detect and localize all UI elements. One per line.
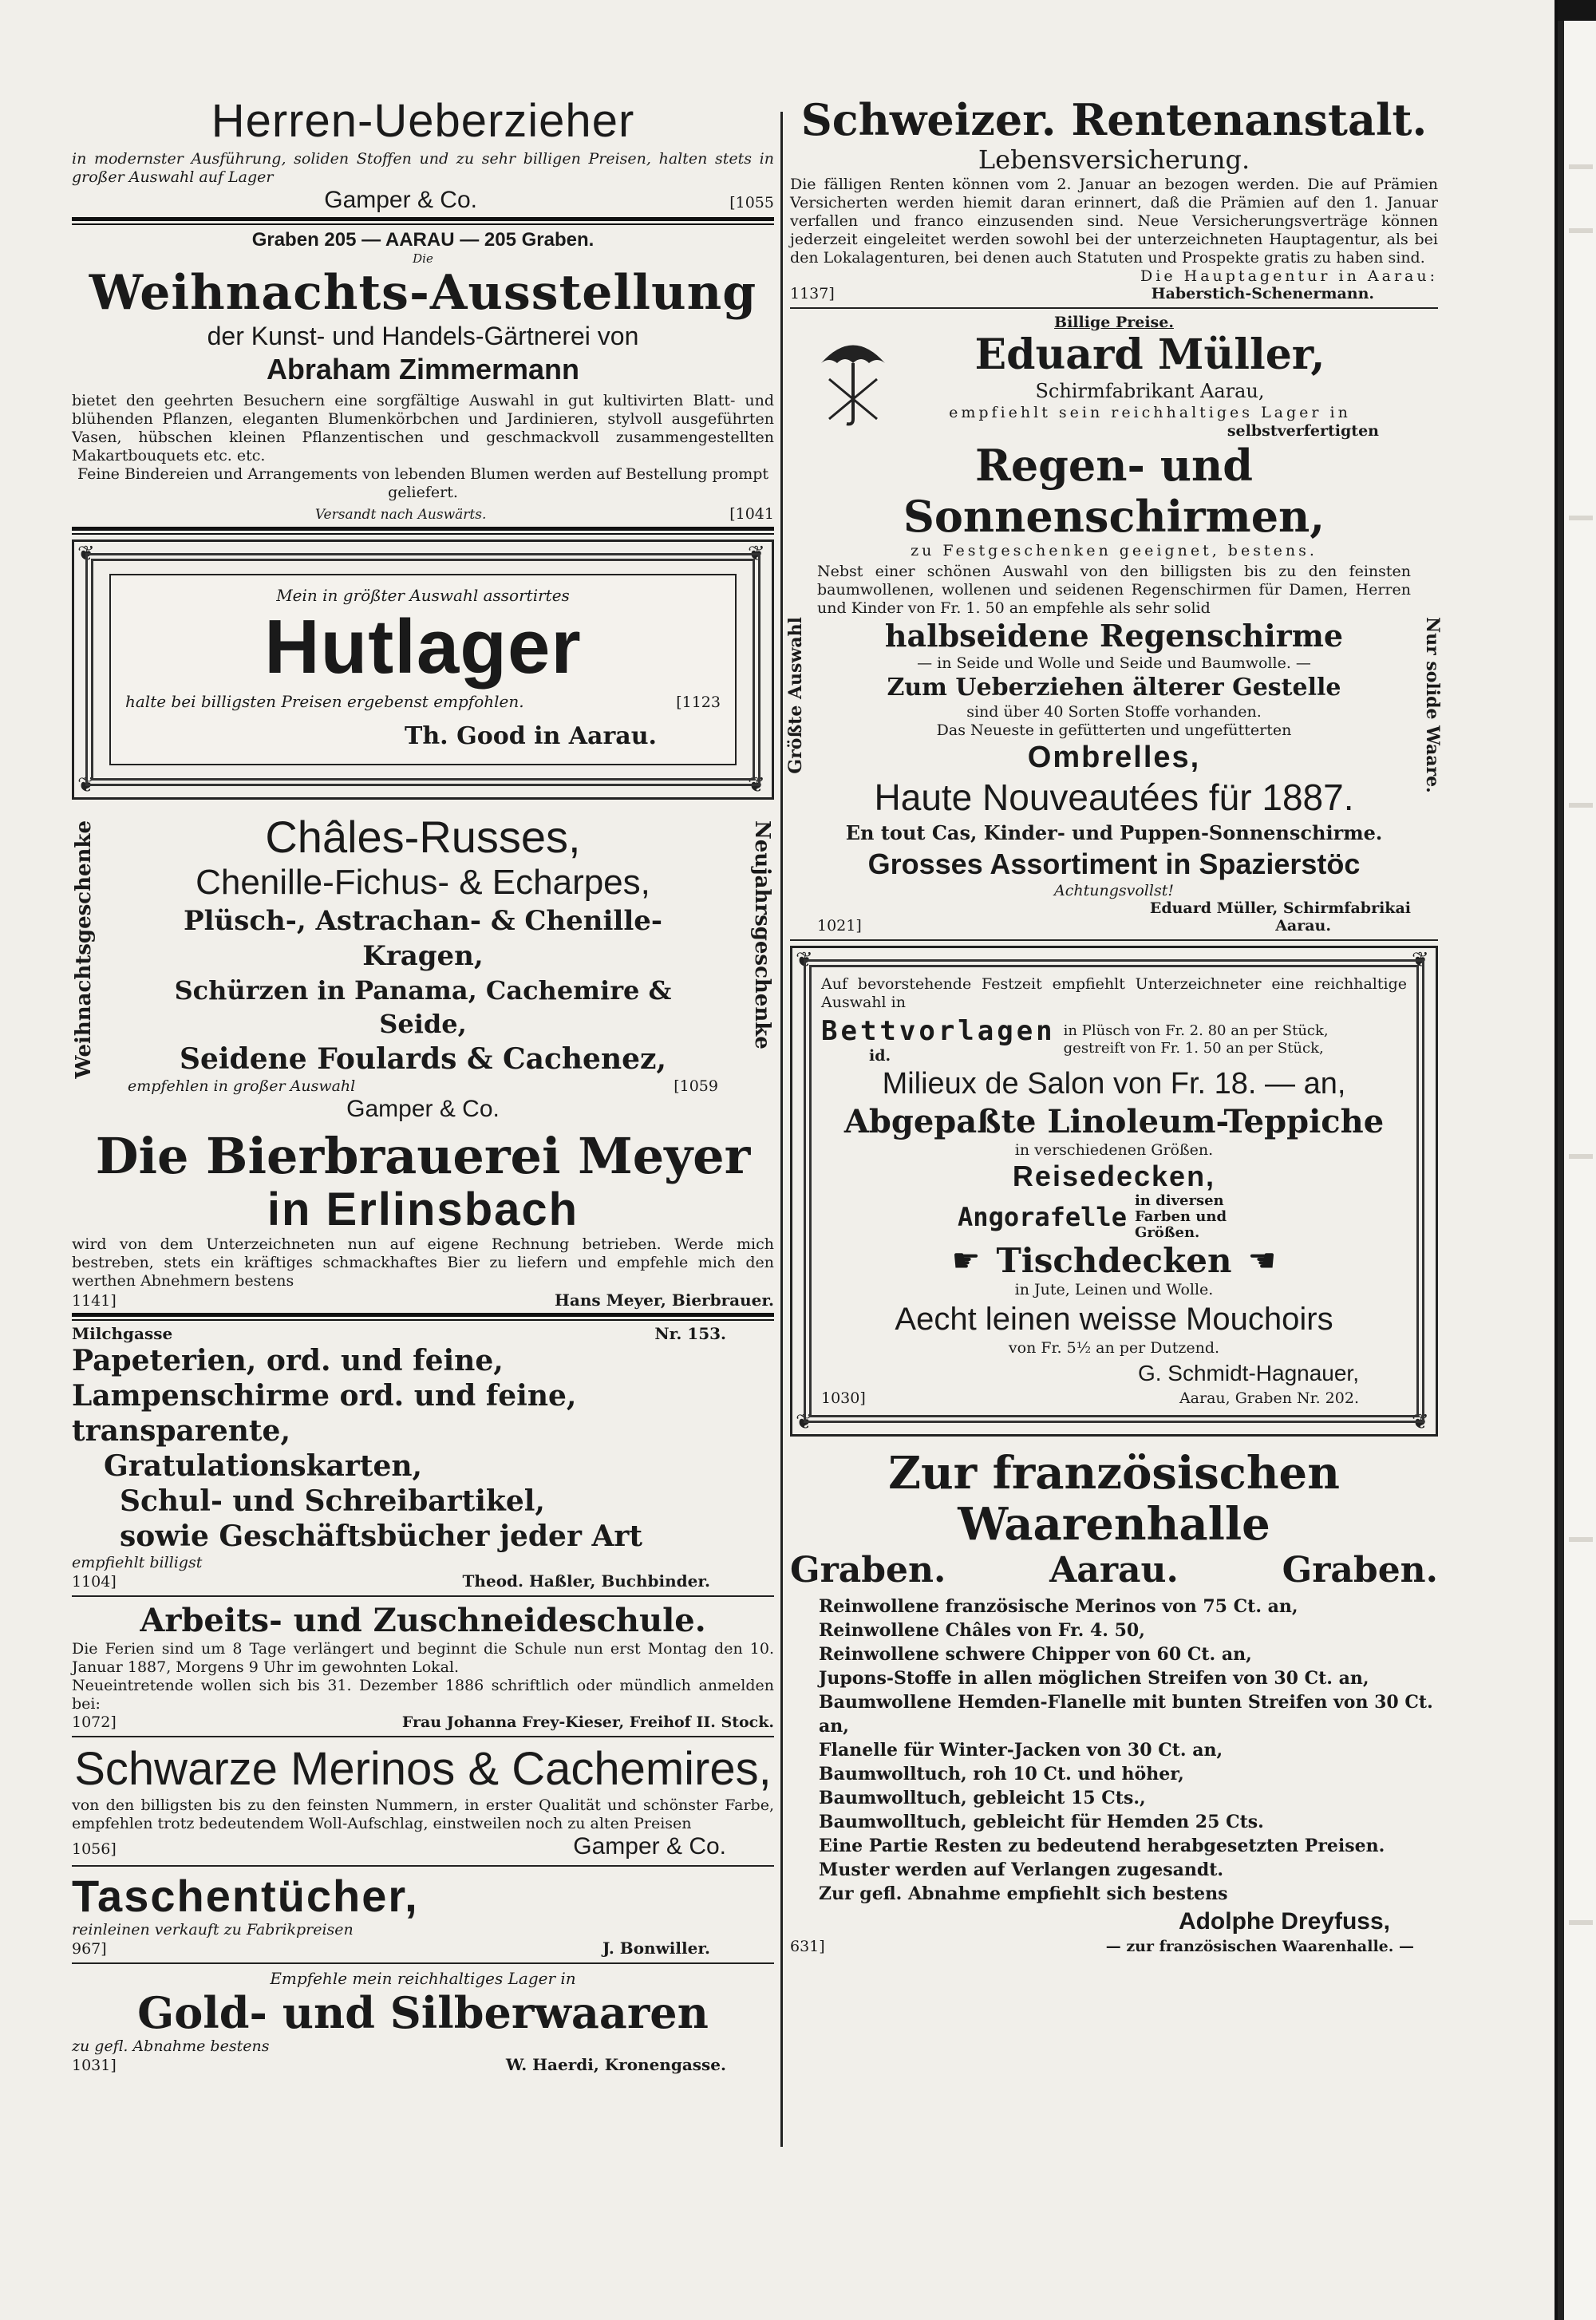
die-label: Die (413, 251, 433, 266)
ad-haute: Haute Nouveautées für 1887. (874, 777, 1354, 818)
ad-text: Die fälligen Renten können vom 2. Januar an bezogen werden. Die auf Prämien Versicherten werden hiemit daran erinnert, daß die Prämien auf den 1. Januar verfallen und franco einzusenden sind. Neue Versicherungsverträge können jederzeit eingeleitet werden sowohl bei der unterzeichneten Hauptagentur, als bei den Lokalagenturen, bei denen auch Statuten und Prospekte gratis zu haben sind. (790, 176, 1438, 267)
ad-gold-silber (72, 1969, 774, 2074)
ad-right-word: Graben. (1282, 1550, 1438, 1591)
ad-title: Hutlager (264, 604, 582, 690)
ad-tisch-sub: in Jute, Leinen und Wolle. (1014, 1281, 1214, 1298)
ornament-corner-icon: ❦ (1412, 948, 1429, 972)
side-label-right: Nur solide Waare. (1422, 617, 1443, 793)
ad-ref: 1031] (72, 2057, 117, 2074)
ad-achtung: Achtungsvollst! (1054, 882, 1174, 899)
ad-title: Weihnachts-Ausstellung (89, 265, 757, 321)
ad-taschentuecher (72, 1871, 774, 1958)
ad-text: Nebst einer schönen Auswahl von den billigsten bis zu den feinsten baumwollenen, wollenen und seidenen Regenschirmen für Damen, Herren und Kinder von Fr. 1. 50 an empfehle als sehr solid (817, 563, 1411, 617)
list-item: Flanelle für Winter-Jacken von 30 Ct. an, (819, 1740, 1223, 1761)
left-column (72, 96, 774, 2074)
divider (790, 307, 1438, 309)
list-item: Reinwollene Châles von Fr. 4. 50, (819, 1620, 1145, 1641)
divider (72, 217, 774, 225)
ad-title: Arbeits- und Zuschneideschule. (140, 1602, 706, 1639)
ornament-corner-icon: ❦ (748, 542, 765, 566)
ornament-corner-icon: ❦ (796, 948, 813, 972)
divider (72, 1313, 774, 1321)
list-item: Eine Partie Resten zu bedeutend herabgesetzten Preisen. (819, 1836, 1385, 1856)
ad-line: Schürzen in Panama, Cachemire & Seide, (174, 975, 672, 1039)
ad-weihnachts-ausstellung (72, 228, 774, 524)
ad-line: Seidene Foulards & Cachenez, (179, 1042, 667, 1076)
ad-tisch: Tischdecken (996, 1241, 1232, 1280)
ad-milieux: Milieux de Salon von Fr. 18. — an, (882, 1067, 1346, 1101)
ad-mid-word: Aarau. (1049, 1550, 1179, 1591)
house-number: Nr. 153. (654, 1324, 726, 1343)
ad-reise: Reisedecken, (1012, 1160, 1216, 1192)
ad-trade: Schirmfabrikant Aarau, (1035, 380, 1265, 402)
ad-ref: 631] (790, 1938, 825, 1955)
ad-mouchoirs: Aecht leinen weisse Mouchoirs (895, 1302, 1333, 1337)
column-divider (780, 112, 783, 2147)
ad-signature: Th. Good in Aarau. (405, 722, 657, 750)
pointing-hand-left-icon: ☚ (1247, 1243, 1277, 1279)
ad-signature: Adolphe Dreyfuss, (1178, 1908, 1390, 1935)
ad-arbeitsschule (72, 1602, 774, 1731)
ad-ueber-sub: sind über 40 Sorten Stoffe vorhanden. (966, 703, 1262, 721)
ad-schwarze-merinos (72, 1742, 774, 1860)
ad-ref: 1072] (72, 1713, 117, 1731)
ad-left-word: Graben. (790, 1550, 946, 1591)
ad-text: zu gefl. Abnahme bestens (72, 2037, 270, 2055)
ad-bett-1: in Plüsch von Fr. 2. 80 an per Stück, (1063, 1022, 1329, 1039)
ad-teppiche-sub: in verschiedenen Größen. (1014, 1141, 1214, 1159)
ad-line: Schul- und Schreibartikel, (120, 1484, 545, 1518)
side-label-left: Größte Auswahl (785, 617, 806, 774)
ad-title: Herren-Ueberzieher (211, 95, 635, 147)
ornament-corner-icon: ❦ (77, 773, 95, 797)
list-item: Baumwolltuch, roh 10 Ct. und höher, (819, 1764, 1184, 1784)
street: Milchgasse (72, 1324, 173, 1343)
ad-text: Die Ferien sind um 8 Tage verlängert und beginnt die Schule nun erst Montag den 10. Januar 1887, Morgens 9 Uhr im gewohnten Lokal. (72, 1640, 774, 1676)
ad-intro: Auf bevorstehende Festzeit empfiehlt Unterzeichneter eine reichhaltige Auswahl in (821, 975, 1407, 1011)
ad-title: Schwarze Merinos & Cachemires, (74, 1743, 772, 1795)
ad-signature-2: Aarau. (1275, 917, 1331, 935)
ad-title: Regen- und Sonnenschirmen, (903, 440, 1325, 542)
ad-signature: Gamper & Co. (573, 1833, 726, 1860)
ad-ref: [1055 (729, 194, 774, 211)
ad-signature: Eduard Müller, Schirmfabrikai (1149, 899, 1411, 917)
list-item: Reinwollene französische Merinos von 75 Ct. an, (819, 1596, 1298, 1617)
ad-signature: Theod. Haßler, Buchbinder. (462, 1571, 710, 1591)
ad-angora-sub: in diversen Farben und Größen. (1134, 1192, 1227, 1241)
ad-ref: 1021] (817, 917, 862, 935)
ad-eduard-mueller (785, 314, 1443, 935)
ad-title: Schweizer. Rentenanstalt. (800, 94, 1428, 145)
list-item: Reinwollene schwere Chipper von 60 Ct. an, (819, 1644, 1252, 1665)
ad-chales-russes (72, 812, 774, 1124)
ad-line: Lampenschirme ord. und feine, transparente, (72, 1379, 577, 1448)
ad-name: Eduard Müller, (974, 330, 1325, 379)
ad-mouchoirs-sub: von Fr. 5½ an per Dutzend. (1008, 1339, 1220, 1357)
ad-rentenanstalt (790, 96, 1438, 302)
divider (72, 1736, 774, 1737)
pointing-hand-right-icon: ☛ (951, 1243, 981, 1279)
ad-footer: Versandt nach Auswärts. (314, 507, 487, 523)
ad-bett-2: gestreift von Fr. 1. 50 an per Stück, (1063, 1040, 1324, 1057)
ad-ref: 967] (72, 1940, 107, 1958)
ad-halb: halbseidene Regenschirme (884, 618, 1344, 654)
ad-intro: Mein in größter Auswahl assortirtes (276, 586, 570, 605)
side-label-left: Weihnachtsgeschenke (72, 820, 96, 1079)
ad-text: wird von dem Unterzeichneten nun auf eigene Rechnung betrieben. Werde mich bestreben, stets ein kräftiges schmackhaftes Bier zu liefern und empfehle mich den werthen Abnehmern bestens (72, 1235, 774, 1290)
ad-line: Plüsch-, Astrachan- & Chenille-Kragen, (184, 905, 662, 972)
ad-top: Billige Preise. (1054, 314, 1174, 331)
ad-ueber: Zum Ueberziehen älterer Gestelle (887, 674, 1341, 702)
ad-text: von den billigsten bis zu den feinsten Nummern, in erster Qualität und schönster Farbe, empfehlen trotz bedeutendem Woll-Aufschlag, einstweilen noch zu alten Preisen (72, 1796, 774, 1832)
ad-text-2: Neueintretende wollen sich bis 31. Dezember 1886 schriftlich oder mündlich anmelden bei: (72, 1677, 774, 1713)
agency-label: Die Hauptagentur in Aarau: (1140, 267, 1438, 285)
ad-waarenhalle (790, 1448, 1438, 1955)
address-line: Graben 205 — AARAU — 205 Graben. (251, 229, 595, 251)
ad-item-list (790, 1595, 1438, 1906)
divider (790, 939, 1438, 941)
ad-line: sowie Geschäftsbücher jeder Art (120, 1520, 642, 1553)
ornament-corner-icon: ❦ (1412, 1410, 1429, 1434)
ad-ref: [1041 (729, 505, 774, 523)
ad-ref: 1104] (72, 1573, 117, 1591)
adjacent-page-edge (1558, 21, 1596, 2320)
ad-intro: empfiehlt sein reichhaltiges Lager in (949, 404, 1351, 421)
ad-halb-sub: — in Seide und Wolle und Seide und Baumwolle. — (917, 654, 1311, 672)
ad-hutlager (72, 539, 774, 800)
divider (72, 527, 774, 535)
ad-bierbrauerei (72, 1128, 774, 1310)
ornament-corner-icon: ❦ (748, 773, 765, 797)
ad-line: Papeterien, ord. und feine, (72, 1344, 504, 1377)
ad-signature: Gamper & Co. (324, 187, 477, 213)
ad-signature: J. Bonwiller. (602, 1939, 710, 1958)
ad-text: reinleinen verkauft zu Fabrikpreisen (72, 1921, 354, 1939)
ad-line: Chenille-Fichus- & Echarpes, (196, 863, 650, 902)
ad-title: Die Bierbrauerei Meyer (95, 1127, 751, 1185)
umbrella-icon (817, 331, 889, 427)
ad-teppiche: Abgepaßte Linoleum-Teppiche (843, 1103, 1385, 1140)
ad-ref: 1141] (72, 1292, 117, 1310)
ad-ref: [1123 (676, 694, 721, 711)
ad-title-2: in Erlinsbach (267, 1184, 579, 1235)
ad-signature: Gamper & Co. (346, 1096, 500, 1122)
ad-title: Châles-Russes, (265, 812, 581, 862)
ad-cas: En tout Cas, Kinder- und Puppen-Sonnenschirme. (845, 821, 1383, 844)
ad-gross: Grosses Assortiment in Spazierstöc (867, 848, 1361, 880)
ad-neu: Das Neueste in gefütterten und ungefütterten (936, 721, 1292, 739)
list-item: Baumwollene Hemden-Flanelle mit bunten Streifen von 30 Ct. an, (819, 1692, 1433, 1737)
ad-signature: W. Haerdi, Kronengasse. (505, 2055, 726, 2074)
ad-recommend: empfehlen in großer Auswahl (128, 1077, 356, 1095)
ad-fest: zu Festgeschenken geeignet, bestens. (911, 542, 1317, 559)
ad-title: Gold- und Silberwaaren (137, 1987, 709, 2038)
ad-intro: Empfehle mein reichhaltiges Lager in (270, 1969, 576, 1988)
right-column (785, 94, 1443, 1955)
ad-text-2: Feine Bindereien und Arrangements von lebenden Blumen werden auf Bestellung prompt geliefert. (77, 465, 769, 501)
list-item: Baumwolltuch, gebleicht 15 Cts., (819, 1788, 1146, 1808)
ad-text: in modernster Ausführung, soliden Stoffen und zu sehr billigen Preisen, halten stets in großer Auswahl auf Lager (72, 150, 774, 186)
ad-text: bietet den geehrten Besuchern eine sorgfältige Auswahl in gut kultivirten Blatt- und blühenden Pflanzen, eleganten Blumenkörbchen und Jardinieren, stylvoll ausgeführten Vasen, hübschen kleinen Pflanzentischen und geschmackvoll zusammengestellten Makartbouquets etc. etc. (72, 392, 774, 464)
list-item: Muster werden auf Verlangen zugesandt. (819, 1860, 1224, 1880)
ad-bett-id: id. (869, 1047, 891, 1065)
ad-ref: [1059 (674, 1077, 718, 1095)
divider (72, 1865, 774, 1867)
ad-name: Abraham Zimmermann (266, 353, 580, 385)
ad-subtitle: der Kunst- und Handels-Gärtnerei von (207, 322, 639, 350)
ad-ref: 1137] (790, 285, 835, 302)
ad-bett: Bettvorlagen (821, 1015, 1056, 1047)
side-label-right: Neujahrsgeschenke (750, 820, 774, 1049)
ad-signature: Frau Johanna Frey-Kieser, Freihof II. Stock. (401, 1713, 774, 1731)
ad-signature: Haberstich-Schenermann. (1151, 285, 1374, 302)
ornament-corner-icon: ❦ (796, 1410, 813, 1434)
divider (72, 1962, 774, 1964)
ad-herren-ueberzieher (72, 96, 774, 214)
ad-signature-2: Aarau, Graben Nr. 202. (1179, 1389, 1359, 1407)
ad-signature: Hans Meyer, Bierbrauer. (554, 1290, 774, 1310)
ad-angora: Angorafelle (958, 1202, 1127, 1232)
ad-papeterie (72, 1324, 774, 1591)
ornament-corner-icon: ❦ (77, 542, 95, 566)
divider (72, 1595, 774, 1597)
ad-subtitle: Lebensversicherung. (978, 144, 1250, 175)
ad-signature-2: — zur französischen Waarenhalle. — (1105, 1938, 1414, 1955)
ad-line: Gratulationskarten, (104, 1449, 423, 1483)
ad-selbst: selbstverfertigten (1227, 422, 1379, 440)
ad-signature: G. Schmidt-Hagnauer, (1137, 1361, 1359, 1385)
ad-title: Zur französischen Waarenhalle (888, 1447, 1340, 1551)
ad-ref: 1030] (821, 1389, 866, 1407)
list-item: Jupons-Stoffe in allen möglichen Streifen von 30 Ct. an, (819, 1668, 1369, 1689)
ad-schmidt-hagnauer (790, 946, 1438, 1437)
list-item: Zur gefl. Abnahme empfiehlt sich bestens (819, 1883, 1228, 1904)
ad-recommend: empfiehlt billigst (72, 1554, 203, 1571)
ad-ombrelles: Ombrelles, (1027, 741, 1201, 774)
list-item: Baumwolltuch, gebleicht für Hemden 25 Cts. (819, 1812, 1264, 1832)
ad-text: halte bei billigsten Preisen ergebenst empfohlen. (125, 692, 524, 711)
ad-ref: 1056] (72, 1840, 117, 1858)
ad-title: Taschentücher, (72, 1871, 419, 1921)
